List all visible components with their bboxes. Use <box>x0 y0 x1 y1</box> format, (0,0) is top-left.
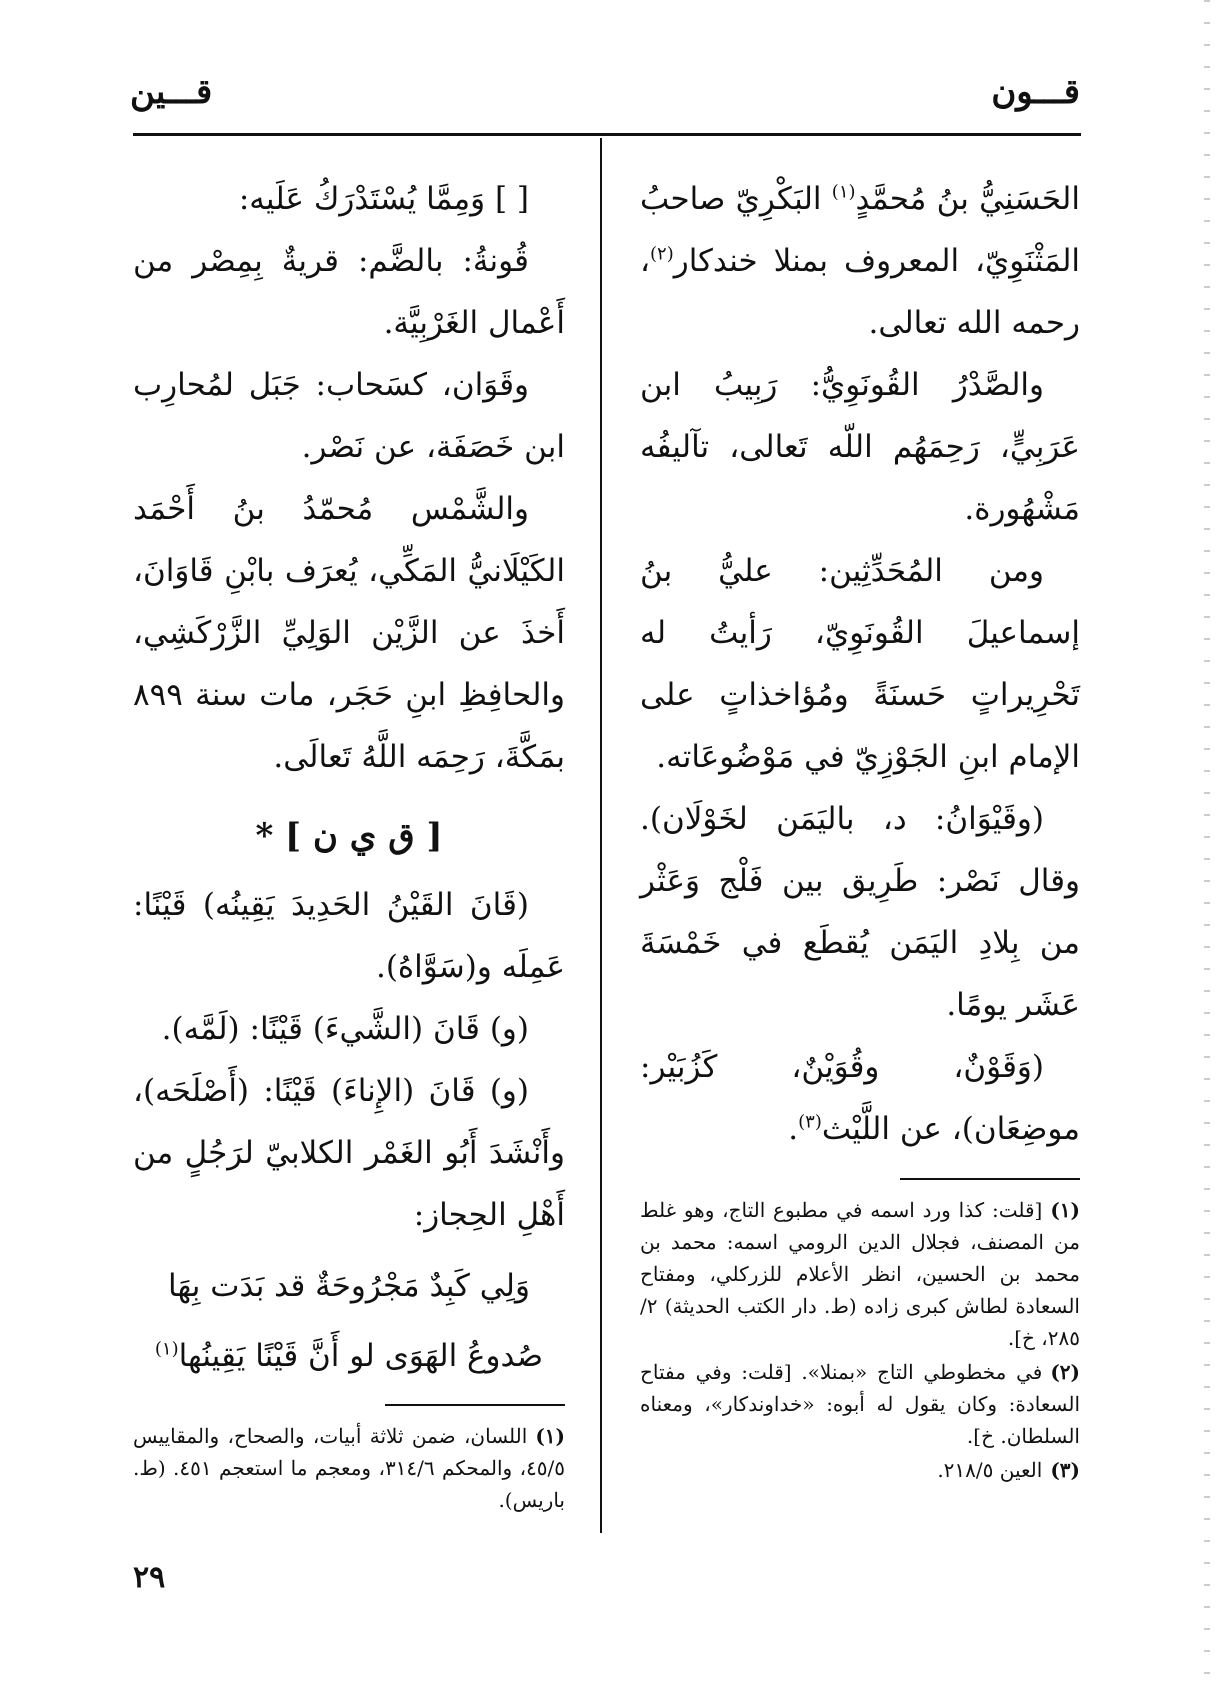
entry-paragraph: والشَّمْس مُحمّدُ بنُ أَحْمَد الكَيْلَانيُّ المَكِّي، يُعرَف بابْنِ قَاوَانَ، أَخذَ عن الزَّيْن الوَلِيِّ الزَّرْكَشِي، والحافِظِ ابنِ حَجَر، مات سنة ٨٩٩ بمَكَّةَ، رَحِمَه اللَّهُ تَعالَى. <box>133 491 565 775</box>
entry-text: (وَقَوْنٌ، وقُوَيْنٌ، كَزُبَيْر: موضِعَان)، عن اللَّيْث <box>640 1049 1080 1147</box>
entry-paragraph: (وَقَوْنٌ، وقُوَيْنٌ، كَزُبَيْر: موضِعَان)، عن اللَّيْث$^{(٣)}$. <box>640 1049 1080 1147</box>
entry-paragraph: والصَّدْرُ القُونَوِيُّ: رَبِيبُ ابن عَرَبِيٍّ، رَحِمَهُم اللّه تَعالى، تآليفُه مَشْهُورة. <box>640 367 1080 527</box>
entry-paragraph: [ ] وَمِمَّا يُسْتَدْرَكُ عَلَيه: <box>238 181 529 217</box>
header-rule <box>133 133 1081 136</box>
footnote-separator <box>385 1404 565 1406</box>
entry-paragraph <box>640 168 1080 354</box>
footnotes <box>640 1194 1080 1486</box>
footnote-ref: (٣) <box>798 1111 822 1133</box>
verse-line: وَلِي كَبِدٌ مَجْرُوحَةٌ قد بَدَت بِهَا <box>168 1268 530 1304</box>
footnote-label: (١) <box>535 1424 565 1448</box>
footnote-ref: (٢) <box>650 243 674 265</box>
right-column <box>640 168 1080 1488</box>
footnote-ref: (١) <box>154 1338 179 1360</box>
entry-text: الحَسَنِيُّ بنُ مُحمَّدٍ <box>855 181 1080 217</box>
entry-paragraph: وقَوَان، كسَحاب: جَبَل لمُحارِب ابن خَصَفَة، عن نَصْر. <box>133 367 565 465</box>
footnote-label: (١) <box>1050 1198 1080 1222</box>
verse-line <box>133 1326 565 1386</box>
entry-paragraph: (وقَيْوَانُ: د، باليَمَن لخَوْلَان). وقال نَصْر: طَرِيق بين فَلْج وَعَثْر من بِلادِ اليَمَن يُقطَع في خَمْسَةَ عَشَر يومًا. <box>640 801 1080 1023</box>
running-head-right: قـــون <box>991 72 1080 112</box>
footnote <box>133 1420 565 1516</box>
entry-paragraph: (قَانَ القَيْنُ الحَدِيدَ يَقِينُه) قَيْنًا: عَمِلَه و(سَوَّاهُ). <box>133 887 565 985</box>
page-header <box>130 72 1080 122</box>
footnote-text: العين ٢١٨/٥. <box>937 1458 1043 1482</box>
footnote-separator <box>900 1178 1080 1180</box>
footnote <box>640 1454 1080 1486</box>
footnotes <box>133 1420 565 1516</box>
entry-paragraph: (و) قَانَ (الشَّيءَ) قَيْنًا: (لَمَّه). <box>161 1011 529 1047</box>
entry-text: ، رحمه الله تعالى. <box>640 243 1080 341</box>
footnote <box>640 1194 1080 1354</box>
column-divider <box>600 138 602 1533</box>
verse-text: صُدوعُ الهَوَى لو أَنَّ قَيْنًا يَقِينُها <box>178 1338 544 1374</box>
entry-text: البَكْرِيّ صاحبُ المَثْنَوِيّ، المعروف بمنلا خندكار <box>640 181 1080 279</box>
entry-paragraph: (و) قَانَ (الإِناءَ) قَيْنًا: (أَصْلَحَه)، وأَنْشَدَ أَبُو الغَمْر الكلابيّ لرَجُلٍ من أَهْلِ الحِجاز: <box>133 1073 565 1233</box>
footnote-text: في مخطوطي التاج «بمنلا». [قلت: وفي مفتاح السعادة: وكان يقول له أبوه: «خداوندكار»، ومعناه السلطان. خ]. <box>640 1360 1080 1448</box>
footnote-text: اللسان، ضمن ثلاثة أبيات، والصحاح، والمقاييس ٤٥/٥، والمحكم ٣١٤/٦، ومعجم ما استعجم ٤٥١. (ط. باريس). <box>133 1424 565 1512</box>
verse-block <box>133 1256 565 1386</box>
running-head-left: قـــين <box>130 72 213 112</box>
entry-paragraph: قُونةُ: بالضَّم: قريةٌ بِمِصْر من أَعْمال الغَرْبِيَّة. <box>133 243 565 341</box>
page-number: ٢٩ <box>133 1560 166 1595</box>
footnote-label: (٣) <box>1050 1458 1080 1482</box>
entry-heading: [ ق ي ن ] * <box>255 816 443 856</box>
footnote-text: [قلت: كذا ورد اسمه في مطبوع التاج، وهو غلط من المصنف، فجلال الدين الرومي اسمه: محمد بن محمد بن الحسين، انظر الأعلام للزركلي، ومفتاح السعادة لطاش كبرى زاده (ط. دار الكتب الحديثة) ٢/ ٢٨٥، خ]. <box>640 1198 1080 1350</box>
entry-paragraph: ومن المُحَدِّثِين: عليُّ بنُ إسماعيلَ القُونَوِيّ، رَأيتُ له تَحْرِيراتٍ حَسنَةً ومُؤاخذاتٍ على الإمام ابنِ الجَوْزِيّ في مَوْضُوعَاته. <box>640 553 1080 775</box>
footnote <box>640 1356 1080 1452</box>
footnote-label: (٢) <box>1050 1360 1080 1384</box>
left-column <box>133 168 565 1518</box>
footnote-ref: (١) <box>831 181 856 203</box>
scan-margin-marks <box>1204 0 1210 1681</box>
